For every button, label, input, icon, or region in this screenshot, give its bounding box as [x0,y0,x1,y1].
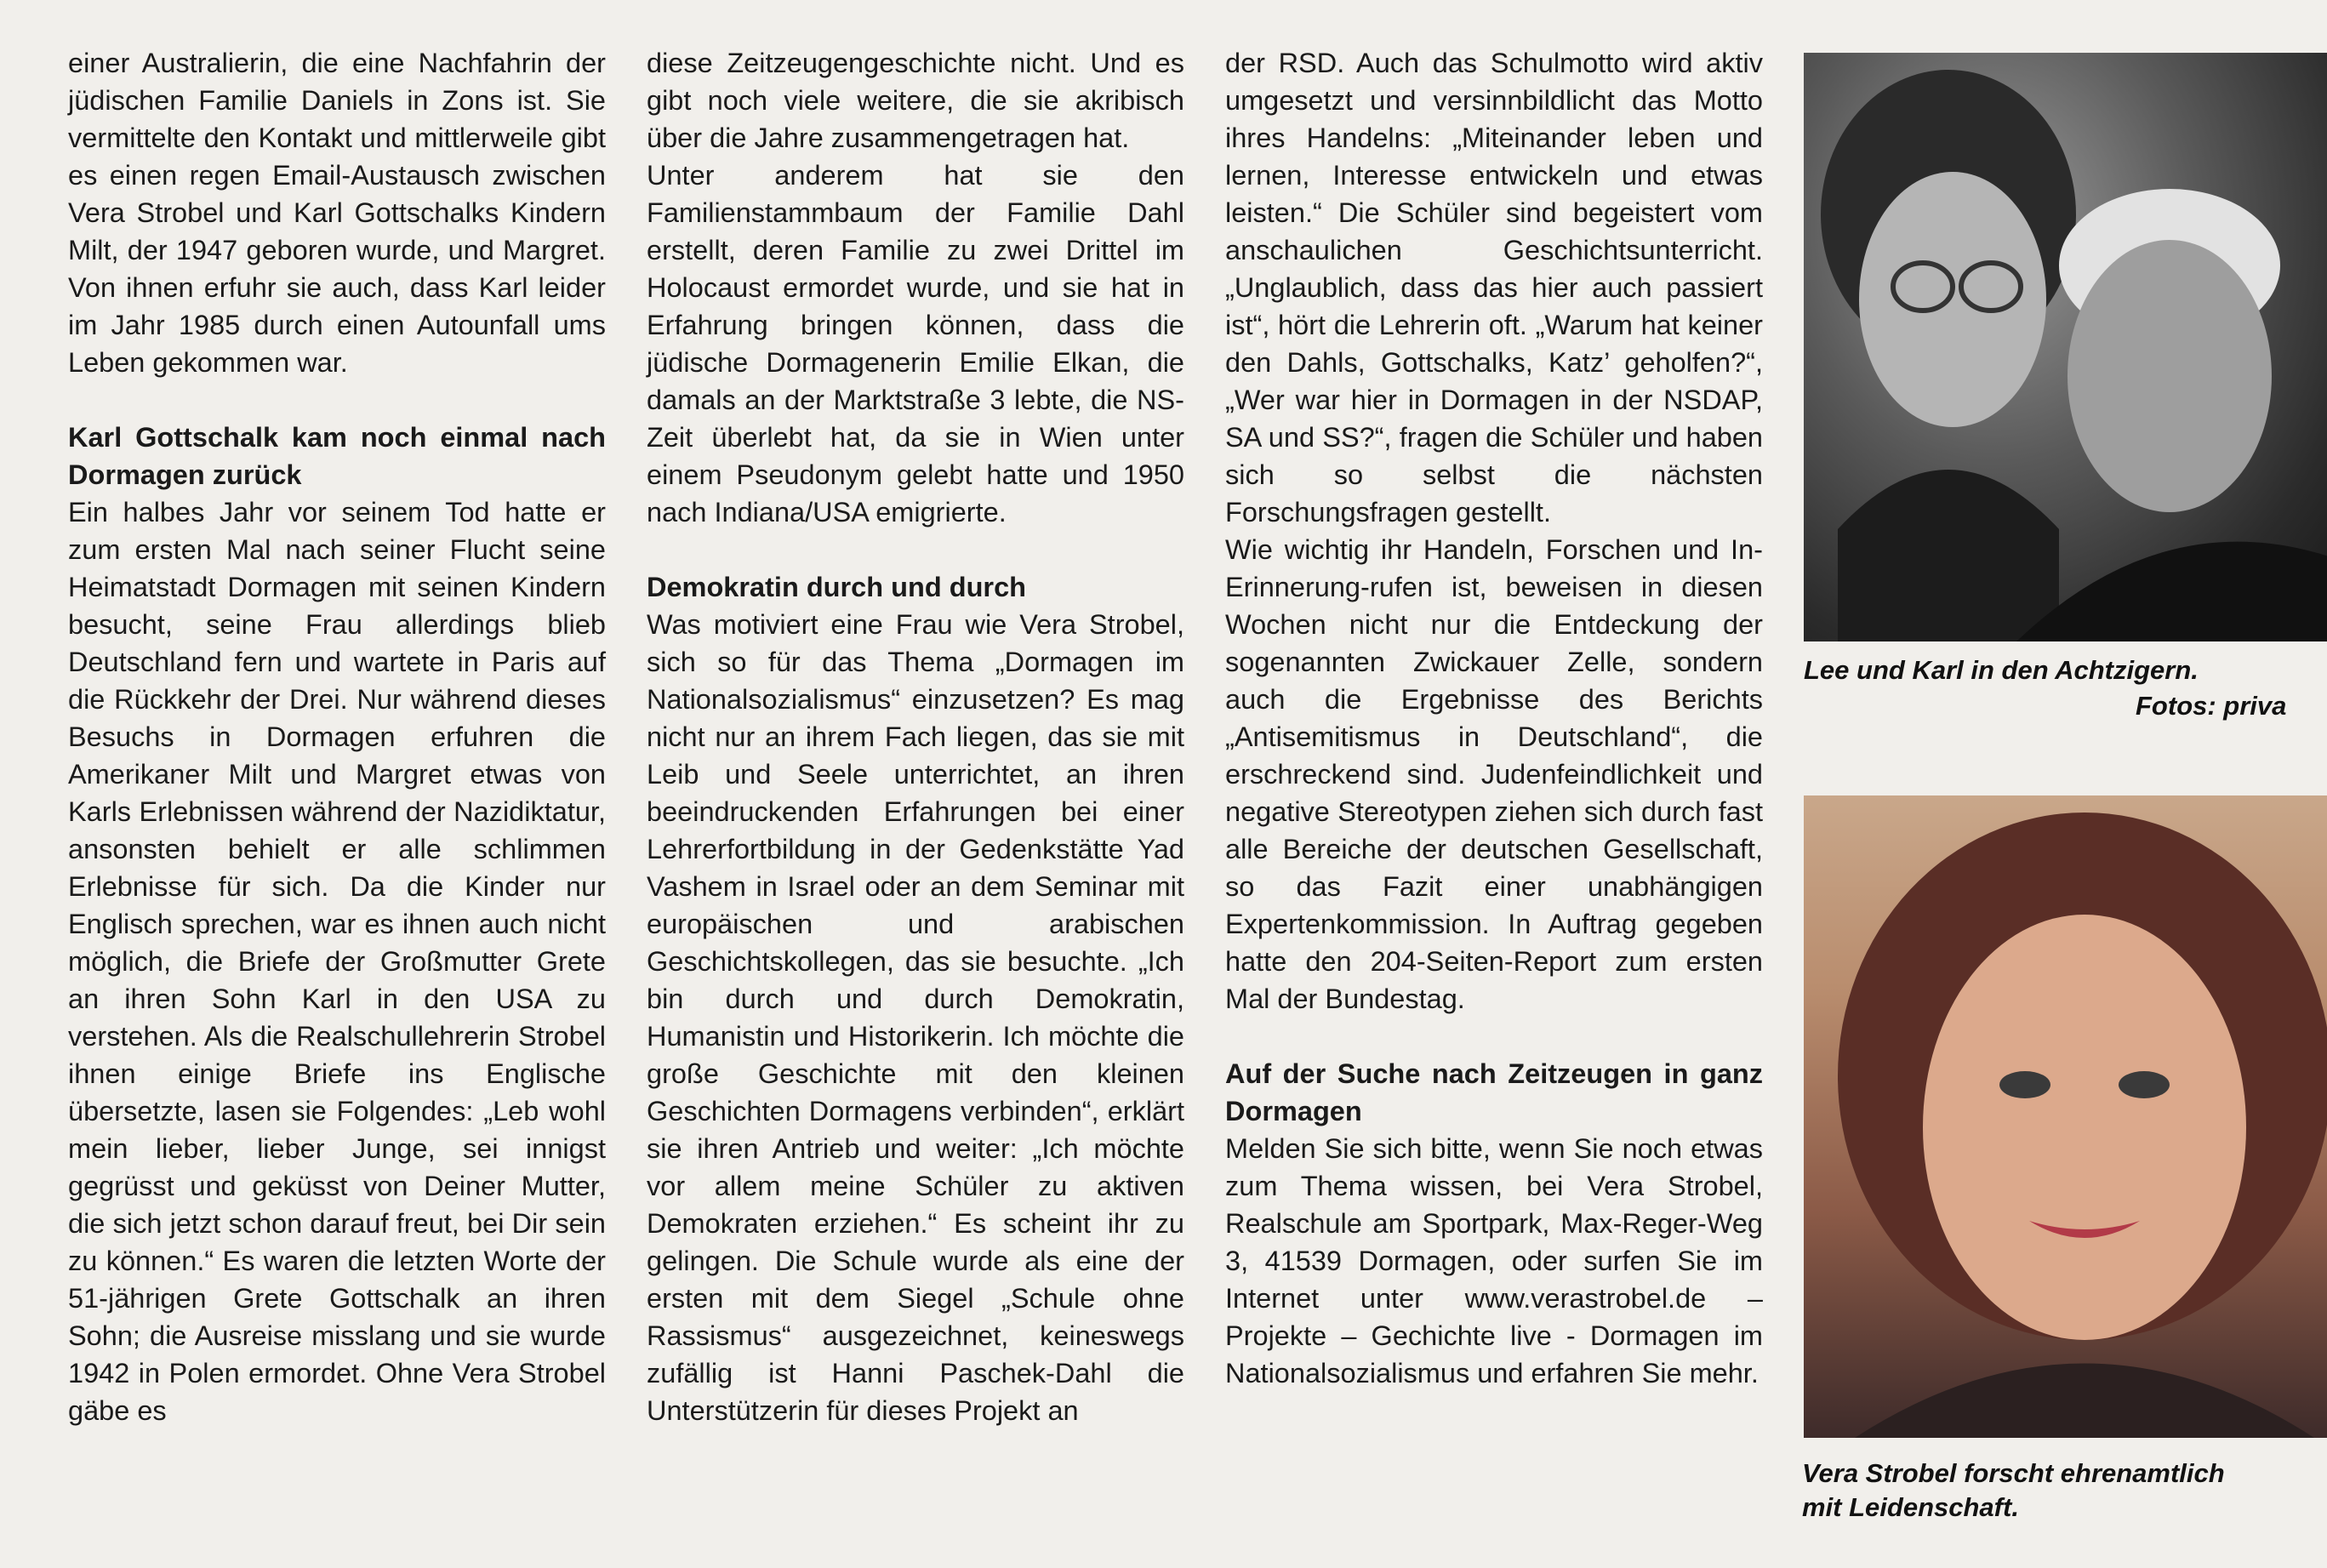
article-column-3 [1225,44,1763,1392]
article-column-1 [68,44,606,1429]
article-column-2 [647,44,1184,1429]
paragraph: diese Zeitzeugengeschichte nicht. Und es gibt noch viele weitere, die sie akribisch über die Jahre zusammengetragen hat. [647,48,1184,153]
subheading: Demokratin durch und durch [647,572,1027,602]
photo-caption [1802,1457,2225,1525]
subheading: Auf der Suche nach Zeitzeugen in ganz Dormagen [1225,1058,1763,1126]
photo-vera-strobel [1804,795,2327,1438]
paragraph: Ein halbes Jahr vor seinem Tod hatte er zum ersten Mal nach seiner Flucht seine Heimatstadt Dormagen mit seinen Kindern besucht, seine Frau allerdings blieb Deutschland fern und wartete in Paris auf die Rückkehr der Drei. Nur während dieses Besuchs in Dormagen erfuhren die Amerikaner Milt und Margret etwas von Karls Erlebnissen während der Nazidiktatur, ansonsten behielt er alle schlimmen Erlebnisse für sich. Da die Kinder nur Englisch sprechen, war es ihnen auch nicht möglich, die Briefe der Großmutter Grete an ihren Sohn Karl in den USA zu verstehen. Als die Realschullehrerin Strobel ihnen einige Briefe ins Englische übersetzte, lasen sie Folgendes: „Leb wohl mein lieber, lieber Junge, sei innigst gegrüsst und geküsst von Deiner Mutter, die sich jetzt schon darauf freut, bei Dir sein zu können.“ Es waren die letzten Worte der 51-jährigen Grete Gottschalk an ihren Sohn; die Ausreise misslang und sie wurde 1942 in Polen ermordet. Ohne Vera Strobel gäbe es [68,497,606,1426]
photo-credit: Fotos: priva [2136,691,2287,721]
photo-couple-illustration [1804,53,2327,641]
paragraph: Unter anderem hat sie den Familienstammbaum der Familie Dahl erstellt, deren Familie zu zwei Drittel im Holocaust ermordet wurde, und sie hat in Erfahrung bringen können, dass die jüdische Dormagenerin Emilie Elkan, die damals an der Marktstraße 3 lebte, die NS-Zeit überlebt hat, da sie in Wien unter einem Pseudonym gelebt hatte und 1950 nach Indiana/USA emigrierte. [647,160,1184,527]
paragraph: der RSD. Auch das Schulmotto wird aktiv umgesetzt und versinnbildlicht das Motto ihres Handelns: „Miteinander leben und lernen, Interesse entwickeln und etwas leisten.“ Die Schüler sind begeistert vom anschaulichen Geschichtsunterricht. „Unglaublich, dass das hier auch passiert ist“, hört die Lehrerin oft. „Warum hat keiner den Dahls, Gottschalks, Katz’ geholfen?“, „Wer war hier in Dormagen in der NSDAP, SA und SS?“, fragen die Schüler und haben sich so selbst die nächsten Forschungsfragen gestellt. [1225,48,1763,527]
paragraph: Melden Sie sich bitte, wenn Sie noch etwas zum Thema wissen, bei Vera Strobel, Realschule am Sportpark, Max-Reger-Weg 3, 41539 Dormagen, oder surfen Sie im Internet unter www.verastrobel.de – Projekte – Gechichte live - Dormagen im Nationalsozialismus und erfahren Sie mehr. [1225,1133,1763,1388]
caption-line: mit Leidenschaft. [1802,1492,2019,1522]
paragraph: Was motiviert eine Frau wie Vera Strobel, sich so für das Thema „Dormagen im Nationalsozialismus“ einzusetzen? Es mag nicht nur an ihrem Fach liegen, das sie mit Leib und Seele unterrichtet, an ihren beeindruckenden Erfahrungen bei einer Lehrerfortbildung in der Gedenkstätte Yad Vashem in Israel oder an dem Seminar mit europäischen und arabischen Geschichtskollegen, das sie besuchte. „Ich bin durch und durch Demokratin, Humanistin und Historikerin. Ich möchte die große Geschichte mit den kleinen Geschichten Dormagens verbinden“, erklärt sie ihren Antrieb und weiter: „Ich möchte vor allem meine Schüler zu aktiven Demokraten erziehen.“ Es scheint ihr zu gelingen. Die Schule wurde als eine der ersten mit dem Siegel „Schule ohne Rassismus“ ausgezeichnet, keineswegs zufällig ist Hanni Paschek-Dahl die Unterstützerin für dieses Projekt an [647,609,1184,1426]
paragraph: Wie wichtig ihr Handeln, Forschen und In-Erinnerung-rufen ist, beweisen in diesen Wochen nicht nur die Entdeckung der sogenannten Zwickauer Zelle, sondern auch die Ergebnisse des Berichts „Antisemitismus in Deutschland“, die erschreckend sind. Judenfeindlichkeit und negative Stereotypen ziehen sich durch fast alle Bereiche der deutschen Gesellschaft, so das Fazit einer unabhängigen Expertenkommission. In Auftrag gegeben hatte den 204-Seiten-Report zum ersten Mal der Bundestag. [1225,534,1763,1014]
photo-portrait-illustration [1804,795,2327,1438]
paragraph: einer Australierin, die eine Nachfahrin der jüdischen Familie Daniels in Zons ist. Sie vermittelte den Kontakt und mittlerweile gibt es einen regen Email-Austausch zwischen Vera Strobel und Karl Gottschalks Kindern Milt, der 1947 geboren wurde, und Margret. Von ihnen erfuhr sie auch, dass Karl leider im Jahr 1985 durch einen Autounfall ums Leben gekommen war. [68,48,606,378]
subheading: Karl Gottschalk kam noch einmal nach Dormagen zurück [68,422,606,490]
photo-lee-and-karl [1804,53,2327,641]
caption-line: Vera Strobel forscht ehrenamtlich [1802,1458,2225,1488]
photo-caption: Lee und Karl in den Achtzigern. [1804,655,2199,685]
